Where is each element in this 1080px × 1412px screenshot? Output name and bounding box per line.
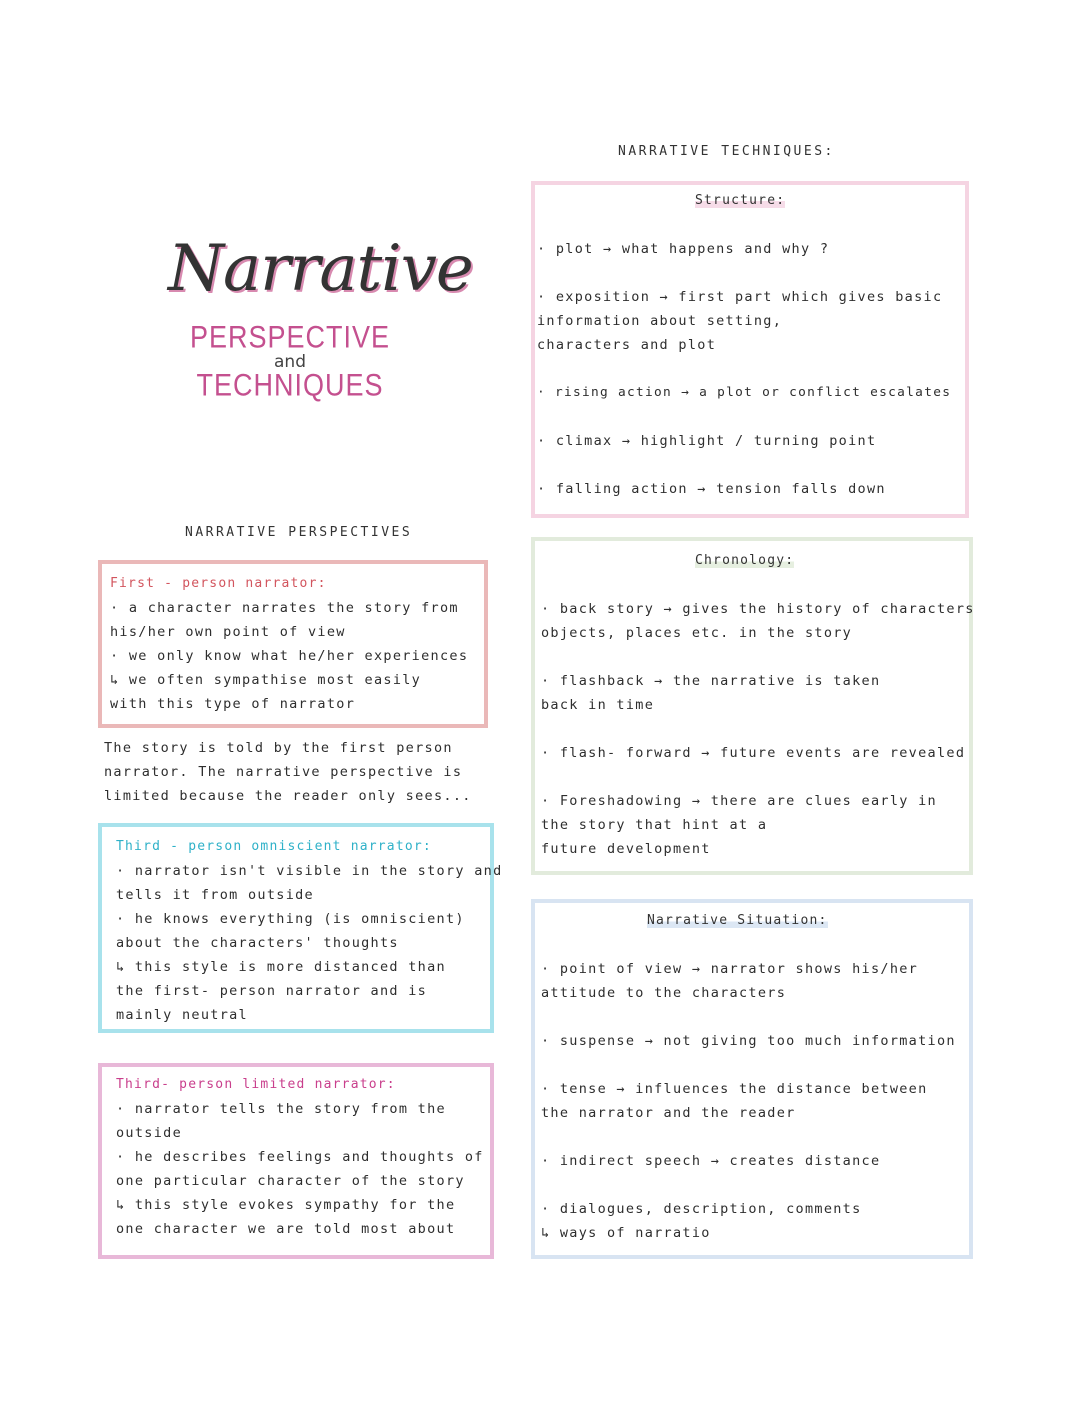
situation-line: · point of view → narrator shows his/her: [541, 961, 919, 977]
structure-line: · exposition → first part which gives basic: [537, 289, 943, 305]
limited-line: · he describes feelings and thoughts of: [116, 1149, 484, 1165]
situation-title: Narrative Situation:: [647, 913, 828, 928]
chronology-line: the story that hint at a: [541, 817, 768, 833]
omniscient-line: tells it from outside: [116, 887, 314, 903]
structure-box: [531, 181, 969, 518]
omniscient-line: about the characters' thoughts: [116, 935, 399, 951]
situation-line: · tense → influences the distance between: [541, 1081, 928, 1097]
chronology-line: · flashback → the narrative is taken: [541, 673, 881, 689]
omniscient-line: · narrator isn't visible in the story and: [116, 863, 503, 879]
limited-line: outside: [116, 1125, 182, 1141]
first-person-box: [98, 560, 488, 728]
perspectives-heading: NARRATIVE PERSPECTIVES: [185, 525, 413, 540]
situation-line: · indirect speech → creates distance: [541, 1153, 881, 1169]
chronology-line: future development: [541, 841, 711, 857]
structure-line: · rising action → a plot or conflict escalates: [537, 385, 952, 400]
chronology-line: · Foreshadowing → there are clues early in: [541, 793, 937, 809]
situation-box: [531, 899, 973, 1259]
first-person-line: · we only know what he/her experiences: [110, 648, 469, 664]
first-person-note-line: limited because the reader only sees...: [104, 788, 472, 804]
subtitle-perspective: PERSPECTIVE: [190, 319, 391, 355]
chronology-box: [531, 537, 973, 875]
first-person-line: with this type of narrator: [110, 696, 356, 712]
chronology-line: objects, places etc. in the story: [541, 625, 853, 641]
first-person-line: · a character narrates the story from: [110, 600, 459, 616]
omniscient-line: · he knows everything (is omniscient): [116, 911, 465, 927]
first-person-note-line: narrator. The narrative perspective is: [104, 764, 463, 780]
structure-line: · climax → highlight / turning point: [537, 433, 877, 449]
chronology-line: back in time: [541, 697, 655, 713]
situation-line: attitude to the characters: [541, 985, 787, 1001]
chronology-line: · flash- forward → future events are revealed: [541, 745, 966, 761]
first-person-line: his/her own point of view: [110, 624, 346, 640]
first-person-line: ↳ we often sympathise most easily: [110, 672, 422, 688]
omniscient-box: [98, 823, 503, 1033]
situation-line: ↳ ways of narratio: [541, 1225, 711, 1241]
chronology-title: Chronology:: [695, 553, 795, 568]
situation-line: the narrator and the reader: [541, 1105, 796, 1121]
omniscient-line: ↳ this style is more distanced than: [116, 959, 446, 975]
subtitle-techniques: TECHNIQUES: [196, 367, 384, 403]
limited-line: · narrator tells the story from the: [116, 1101, 446, 1117]
main-title: Narrative: [168, 232, 473, 306]
chronology-line: · back story → gives the history of characters: [541, 601, 975, 617]
limited-line: one particular character of the story: [116, 1173, 465, 1189]
structure-line: information about setting,: [537, 313, 783, 329]
subtitle-and: and: [274, 352, 306, 372]
omniscient-line: mainly neutral: [116, 1007, 248, 1023]
limited-title: Third- person limited narrator:: [116, 1077, 396, 1092]
omniscient-title: Third - person omniscient narrator:: [116, 839, 432, 854]
first-person-title: First - person narrator:: [110, 576, 327, 591]
limited-line: ↳ this style evokes sympathy for the: [116, 1197, 456, 1213]
structure-line: characters and plot: [537, 337, 717, 353]
situation-line: · dialogues, description, comments: [541, 1201, 862, 1217]
first-person-note-line: The story is told by the first person: [104, 740, 453, 756]
techniques-heading: NARRATIVE TECHNIQUES:: [618, 144, 835, 159]
limited-box: [98, 1063, 494, 1259]
situation-line: · suspense → not giving too much information: [541, 1033, 956, 1049]
structure-title: Structure:: [695, 193, 786, 208]
structure-line: · plot → what happens and why ?: [537, 241, 830, 257]
limited-line: one character we are told most about: [116, 1221, 456, 1237]
omniscient-line: the first- person narrator and is: [116, 983, 428, 999]
structure-line: · falling action → tension falls down: [537, 481, 886, 497]
